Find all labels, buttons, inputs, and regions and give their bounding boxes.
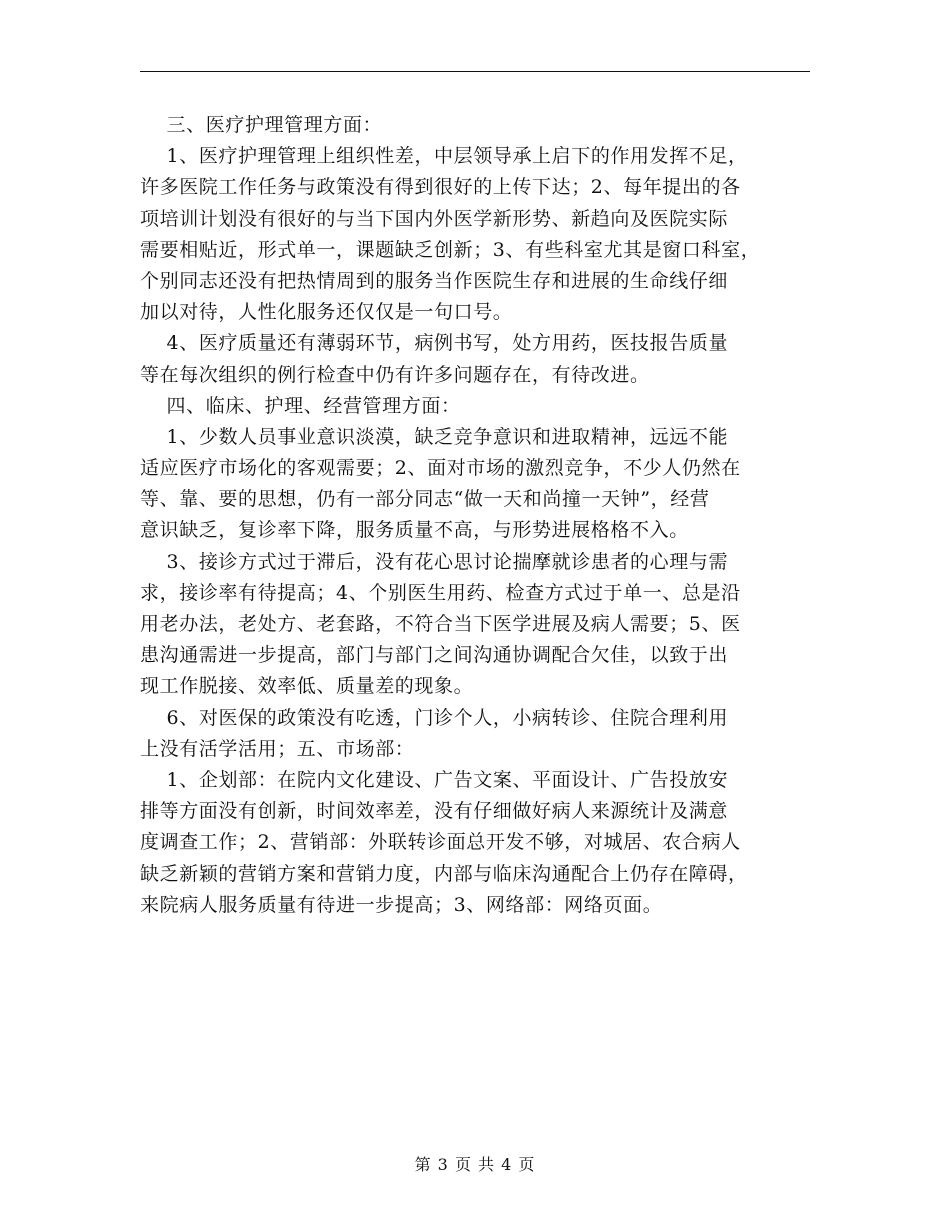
text-line: 现工作脱接、效率低、质量差的现象。 [140, 675, 474, 698]
text-line: 许多医院工作任务与政策没有得到很好的上传下达；2、每年提出的各 [140, 176, 741, 199]
text-line: 4、医疗质量还有薄弱环节，病例书写，处方用药，医技报告质量 [140, 332, 729, 355]
text-line: 1、企划部：在院内文化建设、广告文案、平面设计、广告投放安 [140, 768, 729, 791]
text-line: 四、临床、护理、经营管理方面： [140, 394, 461, 417]
text-line: 患沟通需进一步提高，部门与部门之间沟通协调配合欠佳，以致于出 [140, 644, 729, 667]
text-line: 三、医疗护理管理方面： [140, 114, 383, 136]
header-rule [140, 71, 810, 72]
text-line: 需要相贴近，形式单一，课题缺乏创新；3、有些科室尤其是窗口科室， [140, 238, 761, 261]
text-line: 适应医疗市场化的客观需要；2、面对市场的激烈竞争，不少人仍然在 [140, 457, 741, 480]
text-line: 意识缺乏，复诊率下降，服务质量不高，与形势进展格格不入。 [140, 519, 689, 542]
text-line: 缺乏新颖的营销方案和营销力度，内部与临床沟通配合上仍存在障碍， [140, 862, 748, 885]
text-line: 1、医疗护理管理上组织性差，中层领导承上启下的作用发挥不足， [140, 145, 748, 168]
text-line: 等、靠、要的思想，仍有一部分同志“做一天和尚撞一天钟”，经营 [140, 488, 710, 511]
text-line: 个别同志还没有把热情周到的服务当作医院生存和进展的生命线仔细 [140, 269, 729, 292]
text-line: 项培训计划没有很好的与当下国内外医学新形势、新趋向及医院实际 [140, 207, 729, 230]
text-line: 排等方面没有创新，时间效率差，没有仔细做好病人来源统计及满意 [140, 800, 729, 823]
text-line: 上没有活学活用；五、市场部： [140, 737, 415, 760]
text-line: 用老办法，老处方、老套路，不符合当下医学进展及病人需要；5、医 [140, 613, 741, 635]
document-body [140, 110, 820, 921]
text-line: 度调查工作；2、营销部：外联转诊面总开发不够，对城居、农合病人 [140, 831, 741, 854]
text-line: 1、少数人员事业意识淡漠，缺乏竞争意识和进取精神，远远不能 [140, 425, 729, 448]
text-line: 求，接诊率有待提高；4、个别医生用药、检查方式过于单一、总是沿 [140, 581, 741, 604]
text-line: 来院病人服务质量有待进一步提高；3、网络部：网络页面。 [140, 893, 663, 916]
text-line: 6、对医保的政策没有吃透，门诊个人，小病转诊、住院合理利用 [140, 706, 729, 729]
text-line: 3、接诊方式过于滞后，没有花心思讨论揣摩就诊患者的心理与需 [140, 550, 729, 573]
text-line: 等在每次组织的例行检查中仍有许多问题存在，有待改进。 [140, 363, 650, 386]
text-line: 加以对待，人性化服务还仅仅是一句口号。 [140, 301, 513, 324]
page-number-footer: 第 3 页 共 4 页 [414, 1155, 536, 1174]
